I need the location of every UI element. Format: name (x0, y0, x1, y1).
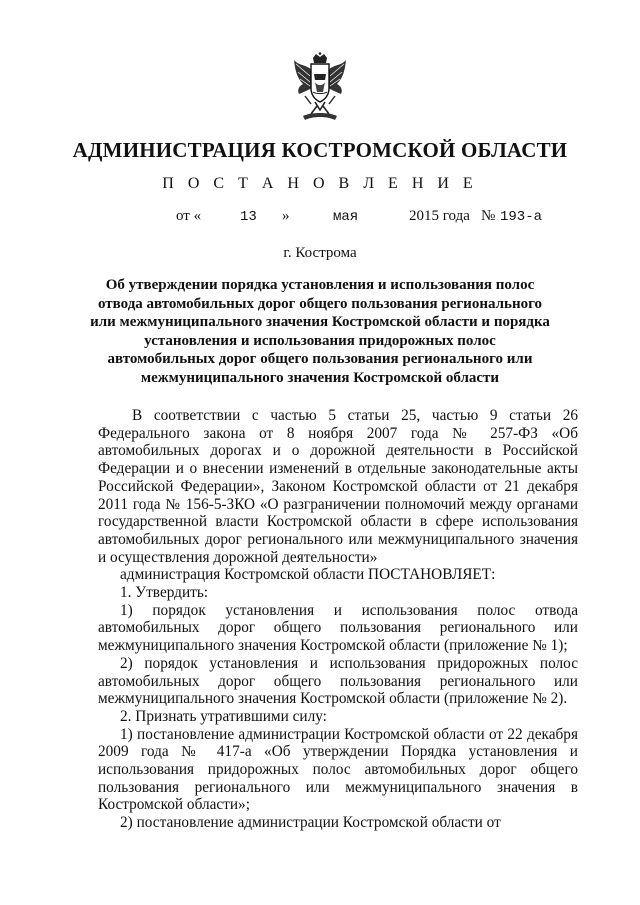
date-day: 13 (240, 209, 257, 225)
organization-name: АДМИНИСТРАЦИЯ КОСТРОМСКОЙ ОБЛАСТИ (72, 138, 568, 162)
paragraph-item-1-2: 2) порядок установления и использования придорожных полос автомобильных дорог общего пользования регионального или межмуниципального значения Костромской области (приложение № 2). (98, 654, 578, 708)
paragraph-resolves: администрация Костромской области ПОСТАНОВЛЯЕТ: (120, 566, 496, 584)
date-close-quote: » (282, 208, 290, 224)
coat-of-arms-emblem (291, 52, 349, 122)
paragraph-item-2-1: 1) постановление администрации Костромской области от 22 декабря 2009 года № 417-а «Об утверждении Порядка установления и использования придорожных полос автомобильных дорог общего пользования регионального или межмуниципального значения в Костромской области»; (98, 725, 578, 814)
date-prefix: от « (176, 208, 202, 224)
date-line (0, 208, 640, 230)
document-body (98, 407, 578, 832)
paragraph-item-2: 2. Признать утратившими силу: (120, 707, 327, 725)
city: г. Кострома (283, 245, 357, 261)
number-sign: № (481, 208, 496, 224)
paragraph-item-1: 1. Утвердить: (120, 584, 209, 602)
document-number: 193-а (500, 209, 543, 225)
document-title: Об утверждении порядка установления и использования полос отвода автомобильных дорог общего пользования регионального или межмуниципального значения Костромской области и порядка установления и использования придорожных полос автомобильных дорог общего пользования регионального или межмуниципального значения Костромской области (90, 277, 550, 386)
paragraph-item-2-2: 2) постановление администрации Костромской области от (120, 814, 501, 832)
date-month: мая (333, 209, 359, 225)
document-type: П О С Т А Н О В Л Е Н И Е (162, 175, 478, 192)
paragraph-preamble: В соответствии с частью 5 статьи 25, частью 9 статьи 26 Федерального закона от 8 ноября 2007 года № 257-ФЗ «Об автомобильных дорогах и о дорожной деятельности в Российской Федерации и о внесении изменений в отдельные законодательные акты Российской Федерации», Законом Костромской области от 21 декабря 2011 года № 156-5-ЗКО «О разграничении полномочий между органами государственной власти Костромской области в сфере использования автомобильных дорог регионального или межмуниципального значения и осуществления дорожной деятельности» (98, 407, 578, 566)
date-year: 2015 года (409, 208, 470, 224)
paragraph-item-1-1: 1) порядок установления и использования полос отвода автомобильных дорог общего пользования регионального или межмуниципального значения Костромской области (приложение № 1); (98, 601, 578, 655)
